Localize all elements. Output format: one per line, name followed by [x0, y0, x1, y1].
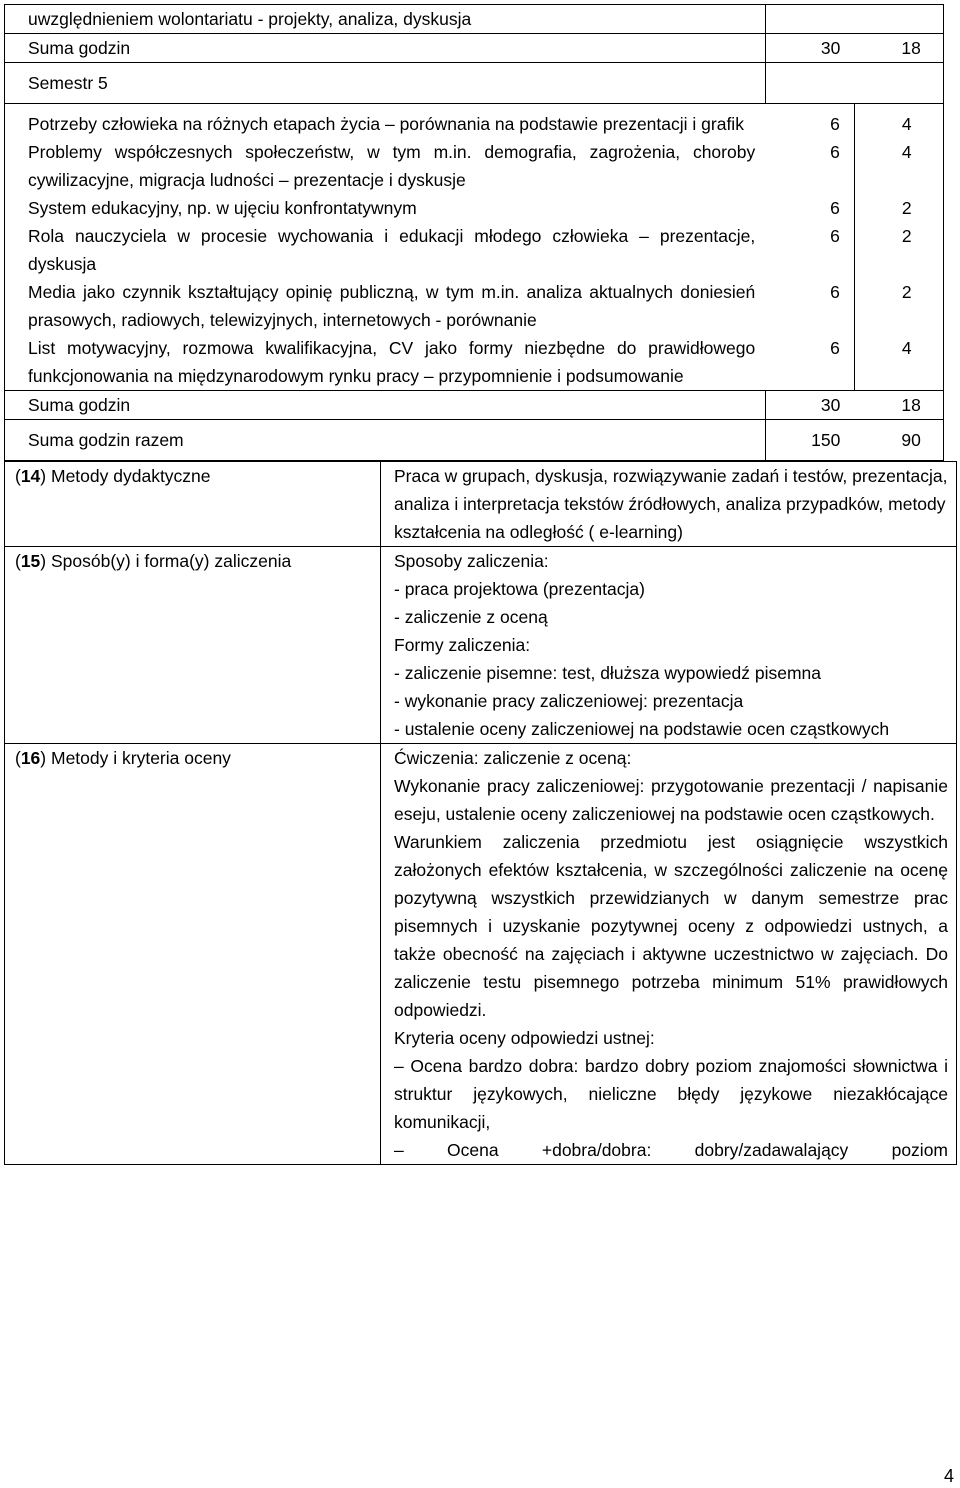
table-row — [5, 104, 944, 139]
section-line: - wykonanie pracy zaliczeniowej: prezentacja — [394, 691, 744, 711]
hours-lecture: 6 — [765, 104, 854, 139]
hours-practice: 18 — [854, 34, 943, 63]
hours-lecture: 6 — [830, 198, 840, 218]
hours-practice: 90 — [854, 420, 943, 461]
section-line: - zaliczenie pisemne: test, dłuższa wypowiedź pisemna — [394, 663, 821, 683]
topic-text: List motywacyjny, rozmowa kwalifikacyjna, CV jako formy niezbędne do prawidłowego funkcjonowania na międzynarodowym rynku pracy – przypomnienie i podsumowanie — [5, 334, 766, 391]
hours-lecture: 6 — [830, 142, 840, 162]
hours-practice: 2 — [854, 194, 943, 222]
section-title: Sposób(y) i forma(y) zaliczenia — [51, 551, 292, 571]
section-line: – Ocena bardzo dobra: bardzo dobry poziom znajomości słownictwa i struktur językowych, nieliczne błędy językowe niezakłócające komunikacji, — [394, 1056, 948, 1132]
topic-text: Problemy współczesnych społeczeństw, w tym m.in. demografia, zagrożenia, choroby cywilizacyjne, migracja ludności – prezentacje i dyskusje — [5, 138, 766, 194]
semester-row — [5, 63, 944, 104]
hours-cell — [765, 5, 943, 34]
section-line: – Ocena +dobra/dobra: dobry/zadawalający poziom — [394, 1140, 948, 1160]
table-row — [5, 5, 944, 34]
section-16-label: (16) Metody i kryteria oceny — [5, 744, 381, 1165]
topic-text: Rola nauczyciela w procesie wychowania i edukacji młodego człowieka – prezentacje, dyskusja — [5, 222, 766, 278]
section-line: Wykonanie pracy zaliczeniowej: przygotowanie prezentacji / napisanie eseju, ustalenie oceny zaliczeniowej na podstawie ocen cząstkowych. — [394, 776, 948, 824]
section-line: Sposoby zaliczenia: — [394, 551, 549, 571]
section-line: Warunkiem zaliczenia przedmiotu jest osiągnięcie wszystkich założonych efektów kształcenia, w szczególności zaliczenie na ocenę pozytywną wszystkich przewidzianych w danym semestrze prac pisemnych i uzyskanie pozytywnej oceny z odpowiedzi ustnych, a także obecność na zajęciach i aktywne uczestnictwo w zajęciach. Do zaliczenie testu pisemnego potrzeba minimum 51% prawidłowych odpowiedzi. — [394, 832, 948, 1020]
hours-practice: 4 — [854, 104, 943, 139]
topic-text: Potrzeby człowieka na różnych etapach życia – porównania na podstawie prezentacji i grafik — [5, 104, 766, 139]
course-hours-table — [4, 4, 944, 461]
section-16-value — [381, 744, 957, 1165]
section-14-value — [381, 462, 957, 547]
section-line: Ćwiczenia: zaliczenie z oceną: — [394, 748, 632, 768]
hours-practice: 4 — [854, 334, 943, 391]
section-number: 15 — [20, 551, 41, 571]
sum-row — [5, 34, 944, 63]
table-row — [5, 222, 944, 278]
section-number: 14 — [20, 466, 41, 486]
section-14-label: (14) Metody dydaktyczne — [5, 462, 381, 547]
section-title: Metody dydaktyczne — [51, 466, 211, 486]
section-line: - ustalenie oceny zaliczeniowej na podstawie ocen cząstkowych — [394, 719, 890, 739]
hours-lecture: 30 — [765, 391, 854, 420]
topic-text: System edukacyjny, np. w ujęciu konfrontatywnym — [5, 194, 766, 222]
table-row — [5, 278, 944, 334]
section-line: - zaliczenie z oceną — [394, 607, 548, 627]
section-14-row — [5, 462, 957, 547]
document-page — [4, 4, 956, 1165]
page-number: 4 — [943, 1466, 954, 1486]
hours-practice: 4 — [854, 138, 943, 194]
total-label: Suma godzin razem — [5, 420, 766, 461]
sum-row — [5, 391, 944, 420]
section-title: Metody i kryteria oceny — [51, 748, 231, 768]
hours-lecture: 6 — [765, 334, 854, 391]
section-line: Formy zaliczenia: — [394, 635, 531, 655]
semester-label: Semestr 5 — [5, 63, 766, 104]
section-16-row — [5, 744, 957, 1165]
hours-practice: 2 — [854, 278, 943, 334]
hours-lecture: 150 — [765, 420, 854, 461]
sum-label: Suma godzin — [5, 391, 766, 420]
table-row — [5, 334, 944, 391]
topic-text: uwzględnieniem wolontariatu - projekty, analiza, dyskusja — [5, 5, 766, 34]
hours-practice: 2 — [854, 222, 943, 278]
hours-practice: 18 — [854, 391, 943, 420]
section-text: Praca w grupach, dyskusja, rozwiązywanie zadań i testów, prezentacja, analiza i interpretacja tekstów źródłowych, analiza przypadków, metody kształcenia na odległość ( e-learning) — [394, 466, 948, 542]
section-15-label: (15) Sposób(y) i forma(y) zaliczenia — [5, 547, 381, 744]
section-line: Kryteria oceny odpowiedzi ustnej: — [394, 1028, 655, 1048]
section-line: - praca projektowa (prezentacja) — [394, 579, 645, 599]
table-row — [5, 138, 944, 194]
hours-cell — [765, 63, 943, 104]
section-15-row — [5, 547, 957, 744]
hours-lecture: 6 — [830, 226, 840, 246]
hours-lecture: 30 — [765, 34, 854, 63]
table-row — [5, 194, 944, 222]
sum-label: Suma godzin — [5, 34, 766, 63]
total-row — [5, 420, 944, 461]
topic-text: Media jako czynnik kształtujący opinię publiczną, w tym m.in. analiza aktualnych doniesień prasowych, radiowych, telewizyjnych, internetowych - porównanie — [5, 278, 766, 334]
section-15-value — [381, 547, 957, 744]
course-details-table — [4, 461, 957, 1165]
hours-lecture: 6 — [830, 282, 840, 302]
section-number: 16 — [20, 748, 41, 768]
